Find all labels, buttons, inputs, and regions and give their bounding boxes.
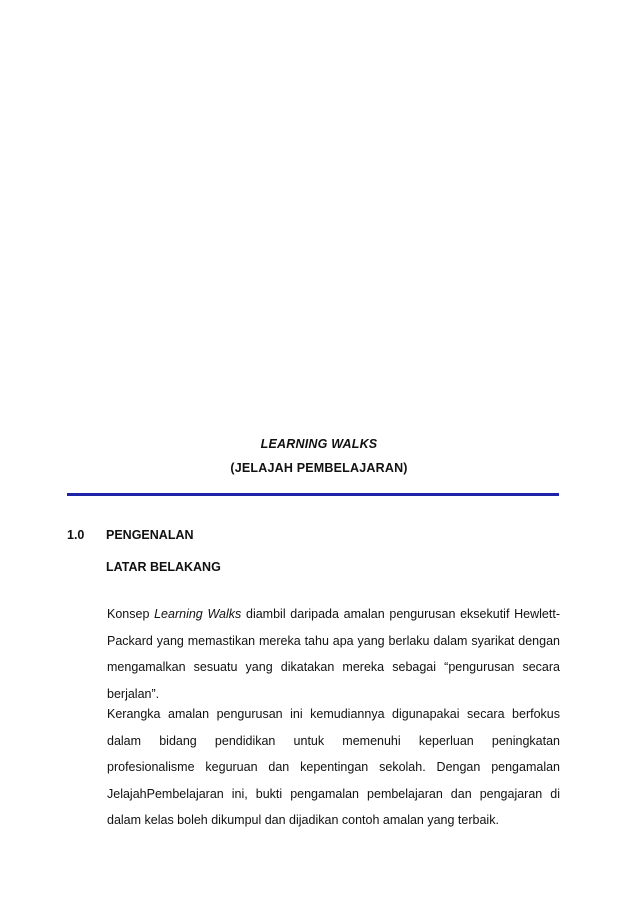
paragraph-2: Kerangka amalan pengurusan ini kemudiannya digunapakai secara berfokus dalam bidang pendidikan untuk memenuhi keperluan peningkatan profesionalisme keguruan dan kepentingan sekolah. Dengan pengamalan JelajahPembelajaran ini, bukti pengamalan pembelajaran dan pengajaran di dalam kelas boleh dikumpul dan dijadikan contoh amalan yang terbaik. <box>107 707 560 827</box>
document-subtitle: (JELAJAH PEMBELAJARAN) <box>230 461 408 475</box>
section-title: PENGENALAN <box>106 528 194 542</box>
paragraph-1 <box>107 601 560 707</box>
paragraph-1-lead: Konsep <box>107 607 155 621</box>
subsection-heading: LATAR BELAKANG <box>106 560 221 574</box>
paragraph-1-term: Learning Walks <box>154 607 242 621</box>
paragraph-1-body: diambil daripada amalan pengurusan eksekutif Hewlett-Packard yang memastikan mereka tahu apa yang berlaku dalam syarikat dengan mengamalkan sesuatu yang dikatakan mereka sebagai “pengurusan secara berjalan”. <box>107 607 560 701</box>
horizontal-rule <box>67 493 559 496</box>
section-number: 1.0 <box>67 528 85 542</box>
document-title: LEARNING WALKS <box>260 437 378 451</box>
